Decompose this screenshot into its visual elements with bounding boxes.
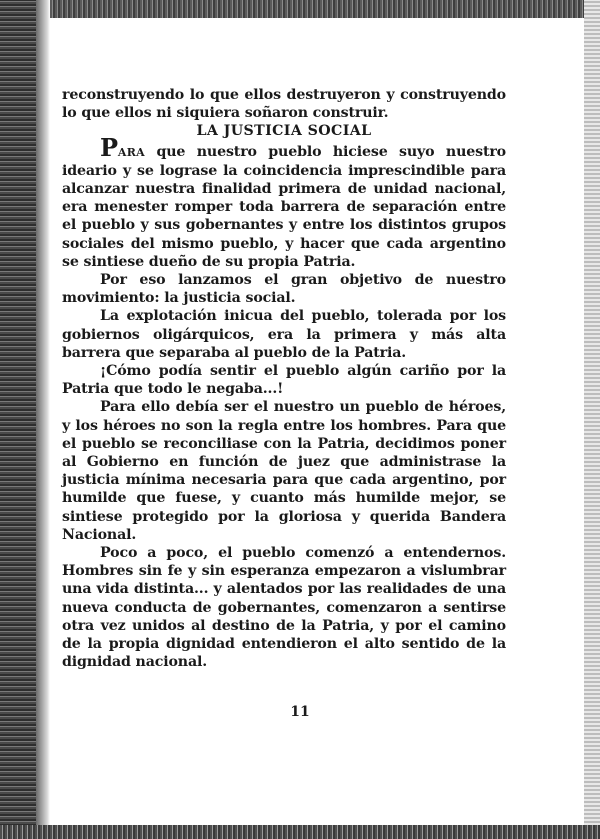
first-paragraph [62, 132, 506, 271]
section-title: LA JUSTICIA SOCIAL [196, 123, 372, 140]
paragraph: Para ello debía ser el nuestro un pueblo de héroes, y los héroes no son la regla entre los hombres. Para que el pueblo se reconciliase con la Patria, decidimos poner al Gobierno en función de juez que administrase la justicia mínima necesaria para que cada argentino, por humilde que fuese, y cuanto más humilde mejor, se sintiese protegido por la gloriosa y querida Bandera Nacional. [62, 399, 506, 543]
page-body [62, 86, 506, 672]
scan-border-top [0, 0, 600, 18]
scan-border-bottom [0, 825, 600, 839]
small-caps-word: ARA [117, 145, 146, 159]
page-number: 11 [290, 704, 310, 720]
paragraph: Por eso lanzamos el gran objetivo de nuestro movimiento: la justicia social. [62, 272, 506, 307]
paragraph: La explotación inicua del pueblo, tolerada por los gobiernos oligárquicos, era la primera y más alta barrera que separaba al pueblo de la Patria. [62, 308, 506, 361]
first-paragraph-text: que nuestro pueblo hiciese suyo nuestro ideario y se lograse la coincidencia imprescindible para alcanzar nuestra finalidad primera de unidad nacional, era menester romper toda barrera de separación entre el pueblo y sus gobernantes y entre los distintos grupos sociales del mismo pueblo, y hacer que cada argentino se sintiese dueño de su propia Patria. [62, 143, 506, 270]
intro-paragraph: reconstruyendo lo que ellos destruyeron y construyendo lo que ellos ni siquiera soñaron construir. [62, 87, 506, 122]
drop-cap: P [100, 132, 118, 162]
paragraph: ¡Cómo podía sentir el pueblo algún cariño por la Patria que todo le negaba...! [62, 363, 506, 398]
paragraph: Poco a poco, el pueblo comenzó a entendernos. Hombres sin fe y sin esperanza empezaron a vislumbrar una vida distinta... y alentados por las realidades de una nueva conducta de gobernantes, comenzaron a sentirse otra vez unidos al destino de la Patria, y por el camino de la propia dignidad entendieron el alto sentido de la dignidad nacional. [62, 545, 506, 671]
